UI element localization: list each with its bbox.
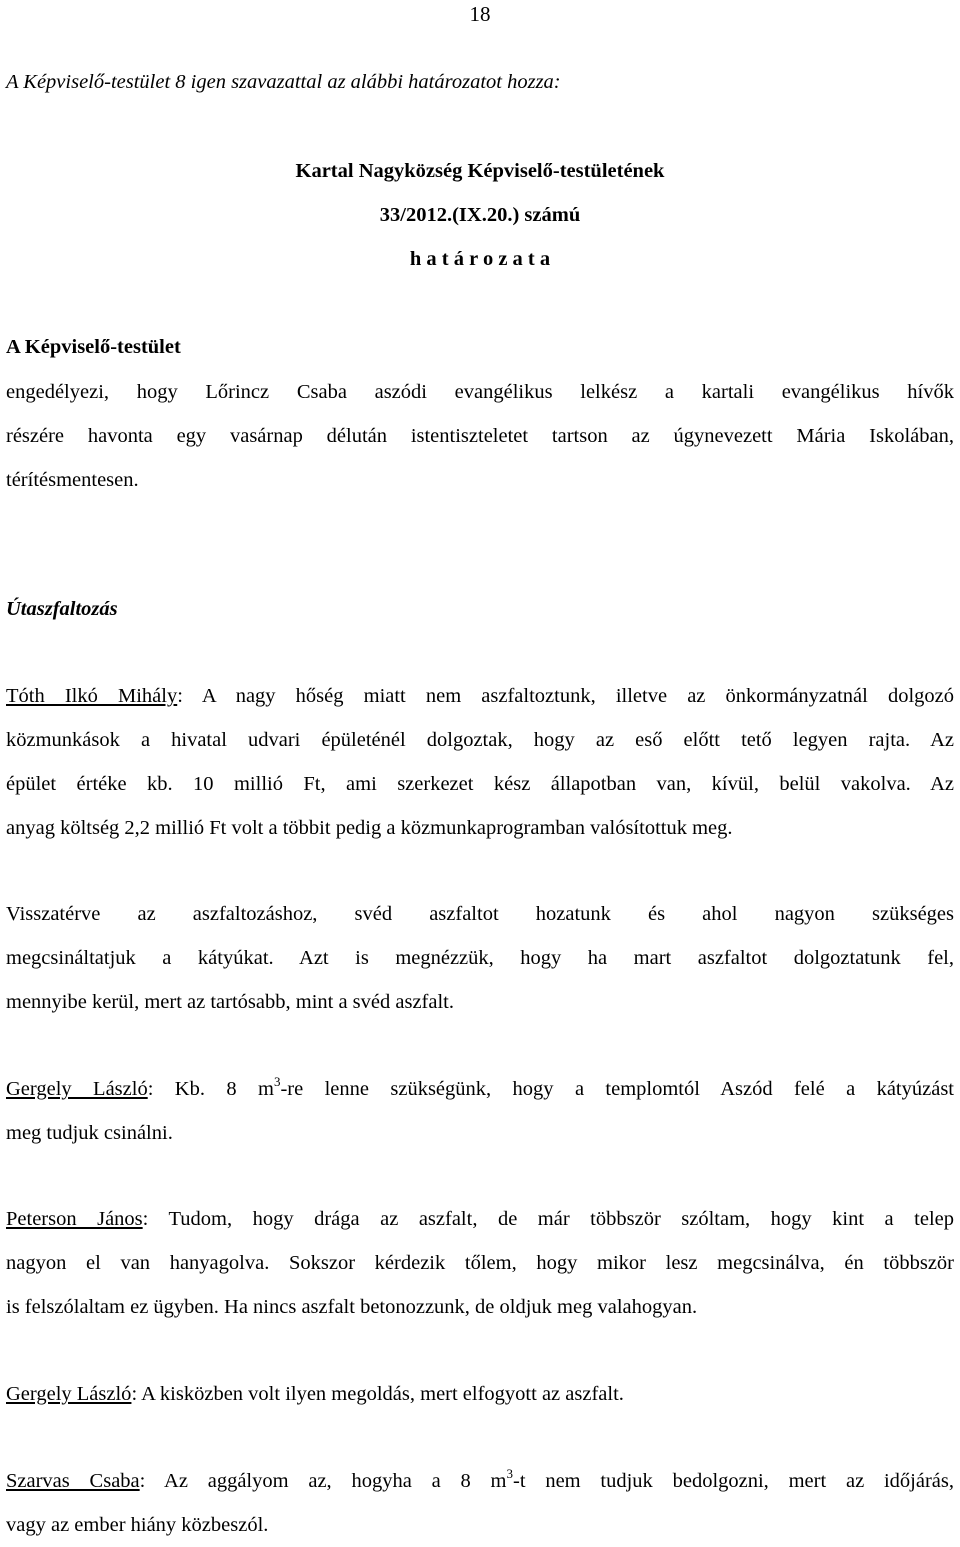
resolution-body xyxy=(6,370,954,502)
paragraph-asphalt xyxy=(6,892,954,1024)
paragraph-gergely-2 xyxy=(6,1372,954,1416)
paragraph-text: : A kisközben volt ilyen megoldás, mert elfogyott az aszfalt. xyxy=(131,1383,624,1405)
paragraph-line: anyag költség 2,2 millió Ft volt a többit pedig a közmunkaprogramban valósítottuk meg. xyxy=(6,817,733,839)
page-number: 18 xyxy=(469,2,491,26)
resolution-title-line2: 33/2012.(IX.20.) számú xyxy=(379,204,581,226)
speaker-name: Szarvas Csaba xyxy=(6,1470,140,1492)
paragraph-peterson xyxy=(6,1197,954,1329)
paragraph-line xyxy=(6,1459,954,1503)
paragraph-text: : A nagy hőség miatt nem aszfaltoztunk, illetve az önkormányzatnál dolgozó xyxy=(177,685,954,707)
paragraph-line: közmunkások a hivatal udvari épületénél dolgoztak, hogy az eső előtt tető legyen rajta. Az xyxy=(6,729,954,751)
paragraph-line: nagyon el van hanyagolva. Sokszor kérdezik tőlem, hogy mikor lesz megcsinálva, én többször xyxy=(6,1252,954,1274)
resolution-body-line: térítésmentesen. xyxy=(6,469,139,491)
speaker-name: Gergely László xyxy=(6,1383,132,1405)
paragraph-line: vagy az ember hiány közbeszól. xyxy=(6,1514,269,1536)
resolution-title-line3: h a t á r o z a t a xyxy=(409,248,551,270)
paragraph-line: Visszatérve az aszfaltozáshoz, svéd aszfaltot hozatunk és ahol nagyon szükséges xyxy=(6,903,954,925)
paragraph-toth xyxy=(6,674,954,850)
paragraph-line: mennyibe kerül, mert az tartósabb, mint a svéd aszfalt. xyxy=(6,991,454,1013)
paragraph-line xyxy=(6,674,954,718)
paragraph-line xyxy=(6,1197,954,1241)
paragraph-text: : Az aggályom az, hogyha a 8 m xyxy=(139,1470,507,1492)
resolution-body-line: részére havonta egy vasárnap délután istentiszteletet tartson az úgynevezett Mária Iskolában, xyxy=(6,425,954,447)
paragraph-szarvas xyxy=(6,1459,954,1547)
superscript: 3 xyxy=(506,1466,513,1481)
paragraph-text: -re lenne szükségünk, hogy a templomtól Aszód felé a kátyúzást xyxy=(280,1078,954,1100)
paragraph-line: meg tudjuk csinálni. xyxy=(6,1122,173,1144)
section-title: Útaszfaltozás xyxy=(6,598,118,620)
resolution-body-line: engedélyezi, hogy Lőrincz Csaba aszódi evangélikus lelkész a kartali evangélikus hívők xyxy=(6,381,954,403)
paragraph-text: : Kb. 8 m xyxy=(147,1078,274,1100)
resolution-title-line1: Kartal Nagyközség Képviselő-testületének xyxy=(295,160,665,182)
speaker-name: Tóth Ilkó Mihály xyxy=(6,685,178,707)
superscript: 3 xyxy=(273,1074,281,1089)
resolution-body-head: A Képviselő-testület xyxy=(6,336,181,358)
paragraph-text: : Tudom, hogy drága az aszfalt, de már többször szóltam, hogy kint a telep xyxy=(142,1208,954,1230)
paragraph-line: is felszólaltam ez ügyben. Ha nincs aszfalt betonozzunk, de oldjuk meg valahogyan. xyxy=(6,1296,698,1318)
paragraph-gergely-1 xyxy=(6,1067,954,1155)
intro-sentence: A Képviselő-testület 8 igen szavazattal az alábbi határozatot hozza: xyxy=(6,71,561,93)
speaker-name: Gergely László xyxy=(6,1078,148,1100)
paragraph-line xyxy=(6,1372,954,1416)
paragraph-text: -t nem tudjuk bedolgozni, mert az időjárás, xyxy=(513,1470,954,1492)
speaker-name: Peterson János xyxy=(6,1208,143,1230)
paragraph-line: megcsináltatjuk a kátyúkat. Azt is megnézzük, hogy ha mart aszfaltot dolgoztatunk fel, xyxy=(6,947,954,969)
paragraph-line xyxy=(6,1067,954,1111)
paragraph-line: épület értéke kb. 10 millió Ft, ami szerkezet kész állapotban van, kívül, belül vakolva. Az xyxy=(6,773,954,795)
